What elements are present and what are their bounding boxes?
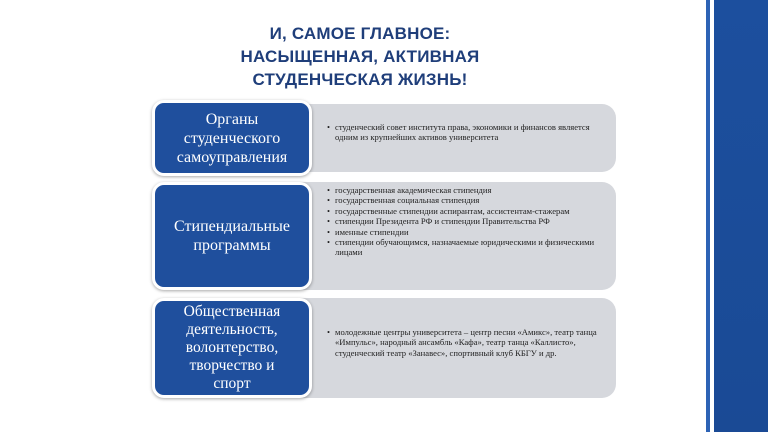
row-3-heading: Общественная деятельность, волонтерство, творчество и спорт: [183, 303, 281, 392]
list-item: • студенческий совет института права, экономики и финансов является одним из крупнейших активов университета: [327, 122, 606, 143]
right-blue-band: [714, 0, 768, 432]
list-item: • молодежные центры университета – центр песни «Амикс», театр танца «Импульс», народный ансамбль «Кафа», театр танца «Каллисто», студенческий театр «Занавес», спортивный клуб КБГУ и др.: [327, 327, 606, 358]
row-2-heading: Стипендиальные программы: [174, 218, 290, 254]
slide-title: [180, 22, 540, 91]
list-item: • стипендии Президента РФ и стипендии Правительства РФ: [327, 216, 606, 226]
title-line-3: СТУДЕНЧЕСКАЯ ЖИЗНЬ!: [252, 70, 468, 89]
row-1-list: [327, 122, 606, 143]
list-item: • государственная социальная стипендия: [327, 195, 606, 205]
title-line-1: И, САМОЕ ГЛАВНОЕ:: [269, 24, 451, 43]
list-item: • государственная академическая стипендия: [327, 185, 606, 195]
row-scholarships: [152, 182, 616, 290]
title-line-2: НАСЫЩЕННАЯ, АКТИВНАЯ: [240, 47, 480, 66]
list-item: • именные стипендии: [327, 227, 606, 237]
row-3-heading-box: [152, 298, 312, 398]
row-3-list: [327, 327, 606, 358]
row-social-activity: [152, 298, 616, 398]
list-item: • стипендии обучающимся, назначаемые юридическими и физическими лицами: [327, 237, 606, 258]
row-1-heading: Органы студенческого самоуправления: [176, 110, 288, 166]
row-2-list: [327, 185, 606, 258]
row-self-government: [152, 100, 616, 176]
list-item: • государственные стипендии аспирантам, ассистентам-стажерам: [327, 206, 606, 216]
row-1-heading-box: [152, 100, 312, 176]
row-2-heading-box: [152, 182, 312, 290]
